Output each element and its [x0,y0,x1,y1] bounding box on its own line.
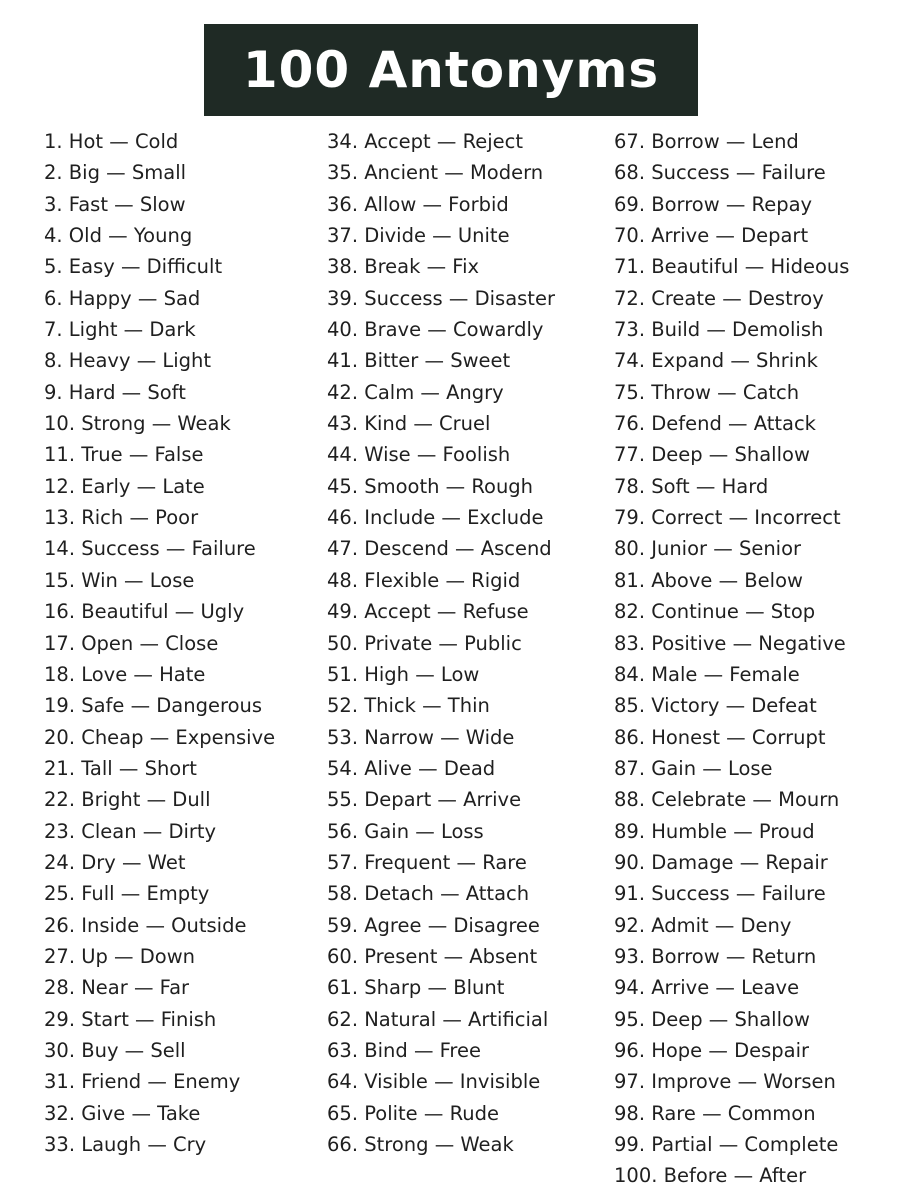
antonym-pair: 68. Success — Failure [614,161,826,185]
antonym-pair: 51. High — Low [327,662,480,686]
antonym-pair: 19. Safe — Dangerous [44,694,263,718]
antonym-pair: 7. Light — Dark [44,318,196,342]
antonym-pair: 34. Accept — Reject [327,130,524,153]
antonym-pair: 71. Beautiful — Hideous [614,255,850,279]
antonym-pair: 29. Start — Finish [44,1007,217,1031]
antonym-pair: 90. Damage — Repair [614,850,828,874]
antonym-pair: 56. Gain — Loss [327,819,484,843]
antonym-pair: 15. Win — Lose [44,568,195,592]
antonym-pair: 62. Natural — Artificial [327,1007,549,1031]
antonym-pair: 66. Strong — Weak [327,1133,514,1156]
antonym-pair: 73. Build — Demolish [614,318,824,342]
antonym-pair: 59. Agree — Disagree [327,913,540,937]
antonym-pair: 89. Humble — Proud [614,819,815,843]
antonym-pair: 39. Success — Disaster [327,286,555,310]
antonym-pair: 92. Admit — Deny [614,913,792,937]
antonym-pair: 24. Dry — Wet [44,850,186,874]
antonym-pair: 21. Tall — Short [44,756,197,780]
antonym-pair: 94. Arrive — Leave [614,976,800,1000]
antonym-pair: 70. Arrive — Depart [614,224,809,248]
antonym-pair: 43. Kind — Cruel [327,412,491,436]
antonym-pair: 35. Ancient — Modern [327,161,544,185]
antonym-pair: 79. Correct — Incorrect [614,506,841,530]
antonym-pair: 67. Borrow — Lend [614,130,799,153]
antonym-pair: 82. Continue — Stop [614,600,816,624]
antonym-pair: 72. Create — Destroy [614,286,824,310]
antonym-pair: 53. Narrow — Wide [327,725,515,749]
antonym-pair: 50. Private — Public [327,631,522,655]
antonym-pair: 52. Thick — Thin [327,694,490,718]
antonym-column-2 [327,126,555,1160]
antonym-pair: 76. Defend — Attack [614,412,816,436]
antonym-pair: 86. Honest — Corrupt [614,725,826,749]
antonym-pair: 98. Rare — Common [614,1101,816,1125]
antonym-pair: 23. Clean — Dirty [44,819,217,843]
antonym-pair: 91. Success — Failure [614,882,826,906]
antonym-pair: 8. Heavy — Light [44,349,212,373]
antonym-pair: 100. Before — After [614,1164,807,1188]
antonym-pair: 84. Male — Female [614,662,800,686]
antonym-pair: 25. Full — Empty [44,882,210,906]
antonym-pair: 78. Soft — Hard [614,474,769,498]
antonym-pair: 40. Brave — Cowardly [327,318,544,342]
antonym-pair: 6. Happy — Sad [44,286,201,310]
antonym-pair: 22. Bright — Dull [44,788,211,812]
title-banner [204,24,698,116]
antonym-pair: 26. Inside — Outside [44,913,247,937]
antonym-pair: 93. Borrow — Return [614,944,817,968]
antonym-pair: 88. Celebrate — Mourn [614,788,840,812]
antonym-pair: 18. Love — Hate [44,662,206,686]
antonym-pair: 97. Improve — Worsen [614,1070,836,1094]
antonym-pair: 11. True — False [44,443,204,467]
antonym-pair: 60. Present — Absent [327,944,538,968]
antonym-pair: 27. Up — Down [44,944,196,968]
antonym-pair: 16. Beautiful — Ugly [44,600,245,624]
antonym-pair: 49. Accept — Refuse [327,600,529,624]
antonym-pair: 58. Detach — Attach [327,882,530,906]
antonym-pair: 81. Above — Below [614,568,803,592]
antonym-pair: 28. Near — Far [44,976,190,1000]
antonym-pair: 10. Strong — Weak [44,412,231,436]
antonym-pair: 85. Victory — Defeat [614,694,817,718]
antonym-pair: 33. Laugh — Cry [44,1133,207,1156]
antonym-pair: 36. Allow — Forbid [327,192,509,216]
antonym-pair: 87. Gain — Lose [614,756,773,780]
antonym-pair: 74. Expand — Shrink [614,349,818,373]
antonym-pair: 77. Deep — Shallow [614,443,810,467]
antonym-pair: 3. Fast — Slow [44,192,186,216]
antonym-pair: 48. Flexible — Rigid [327,568,521,592]
antonym-pair: 63. Bind — Free [327,1038,482,1062]
antonym-pair: 41. Bitter — Sweet [327,349,511,373]
antonym-pair: 45. Smooth — Rough [327,474,534,498]
antonym-pair: 32. Give — Take [44,1101,201,1125]
antonym-pair: 57. Frequent — Rare [327,850,527,874]
antonym-pair: 69. Borrow — Repay [614,192,813,216]
antonym-pair: 96. Hope — Despair [614,1038,810,1062]
antonym-pair: 42. Calm — Angry [327,380,504,404]
antonym-pair: 1. Hot — Cold [44,130,179,153]
antonym-pair: 55. Depart — Arrive [327,788,522,812]
antonym-pair: 80. Junior — Senior [614,537,802,561]
antonym-pair: 20. Cheap — Expensive [44,725,276,749]
antonym-pair: 13. Rich — Poor [44,506,199,530]
antonym-pair: 37. Divide — Unite [327,224,510,248]
antonym-pair: 65. Polite — Rude [327,1101,499,1125]
antonym-column-3 [614,126,849,1192]
antonym-pair: 47. Descend — Ascend [327,537,552,561]
antonym-pair: 64. Visible — Invisible [327,1070,541,1094]
antonym-pair: 5. Easy — Difficult [44,255,223,279]
antonym-pair: 95. Deep — Shallow [614,1007,810,1031]
antonym-pair: 2. Big — Small [44,161,187,185]
antonym-pair: 61. Sharp — Blunt [327,976,505,1000]
antonym-pair: 83. Positive — Negative [614,631,846,655]
antonym-pair: 30. Buy — Sell [44,1038,186,1062]
antonym-pair: 9. Hard — Soft [44,380,186,404]
antonym-pair: 4. Old — Young [44,224,193,248]
antonym-pair: 14. Success — Failure [44,537,256,561]
antonym-pair: 54. Alive — Dead [327,756,496,780]
antonym-pair: 75. Throw — Catch [614,380,800,404]
antonym-pair: 12. Early — Late [44,474,205,498]
antonym-column-1 [44,126,275,1160]
antonym-pair: 99. Partial — Complete [614,1133,839,1156]
antonym-pair: 17. Open — Close [44,631,219,655]
antonym-pair: 31. Friend — Enemy [44,1070,241,1094]
antonym-pair: 38. Break — Fix [327,255,480,279]
antonym-pair: 44. Wise — Foolish [327,443,511,467]
antonym-pair: 46. Include — Exclude [327,506,544,530]
page-title: 100 Antonyms [242,41,660,99]
